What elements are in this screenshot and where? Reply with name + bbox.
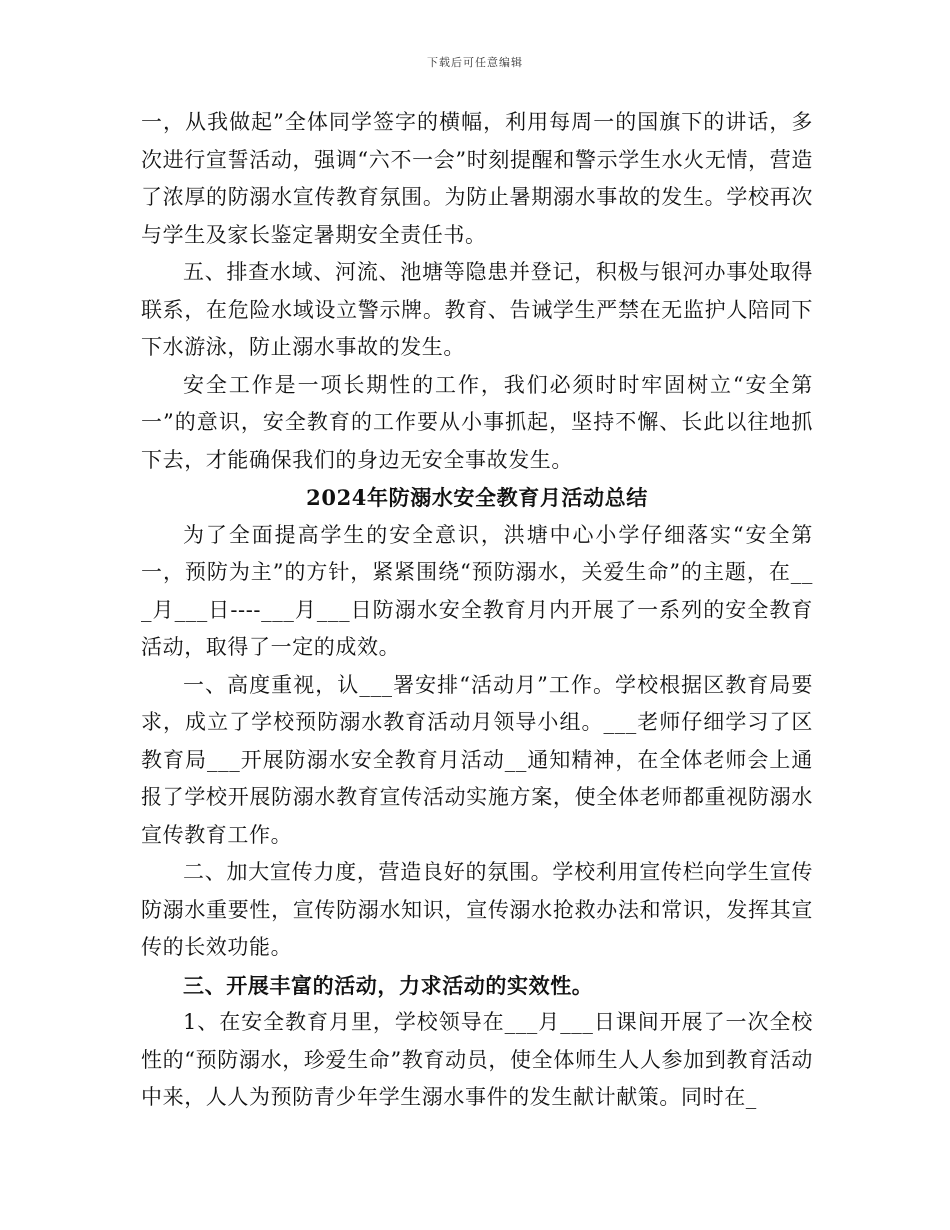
paragraph-safety-summary: 安全工作是一项长期性的工作，我们必须时时牢固树立“安全第一”的意识，安全教育的工作要从小事抓起，坚持不懈、长此以往地抓下去，才能确保我们的身边无安全事故发生。 — [141, 372, 813, 472]
paragraph-continued: 一，从我做起”全体同学签字的横幅，利用每周一的国旗下的讲话，多次进行宣誓活动，强调“六不一会”时刻提醒和警示学生水火无情，营造了浓厚的防溺水宣传教育氛围。为防止暑期溺水事故的发生。学校再次与学生及家长鉴定暑期安全责任书。 — [141, 110, 813, 247]
paragraph-section-one: 一、高度重视，认___署安排“活动月”工作。学校根据区教育局要求，成立了学校预防溺水教育活动月领导小组。___老师仔细学习了区教育局___开展防溺水安全教育月活动__通知精神，在全体老师会上通报了学校开展防溺水教育宣传活动实施方案，使全体老师都重视防溺水宣传教育工作。 — [141, 672, 813, 847]
document-title: 2024年防溺水安全教育月活动总结 — [306, 485, 648, 510]
page-header-note: 下载后可任意编辑 — [427, 56, 523, 69]
paragraph-activity-one: 1、在安全教育月里，学校领导在___月___日课间开展了一次全校性的“预防溺水，珍爱生命”教育动员，使全体师生人人参加到教育活动中来，人人为预防青少年学生溺水事件的发生献计献策。同时在_ — [141, 1010, 813, 1109]
paragraph-item-five: 五、排查水域、河流、池塘等隐患并登记，积极与银河办事处取得联系，在危险水域设立警示牌。教育、告诫学生严禁在无监护人陪同下下水游泳，防止溺水事故的发生。 — [141, 260, 813, 359]
section-heading-three: 三、开展丰富的活动，力求活动的实效性。 — [183, 972, 594, 998]
document-body — [141, 104, 813, 1117]
paragraph-intro: 为了全面提高学生的安全意识，洪塘中心小学仔细落实“安全第一，预防为主”的方针，紧紧围绕“预防溺水，关爱生命”的主题，在___月___日----___月___日防溺水安全教育月内开展了一系列的安全教育活动，取得了一定的成效。 — [141, 522, 813, 659]
paragraph-section-two: 二、加大宣传力度，营造良好的氛围。学校利用宣传栏向学生宣传防溺水重要性，宣传防溺水知识，宣传溺水抢救办法和常识，发挥其宣传的长效功能。 — [141, 860, 813, 959]
